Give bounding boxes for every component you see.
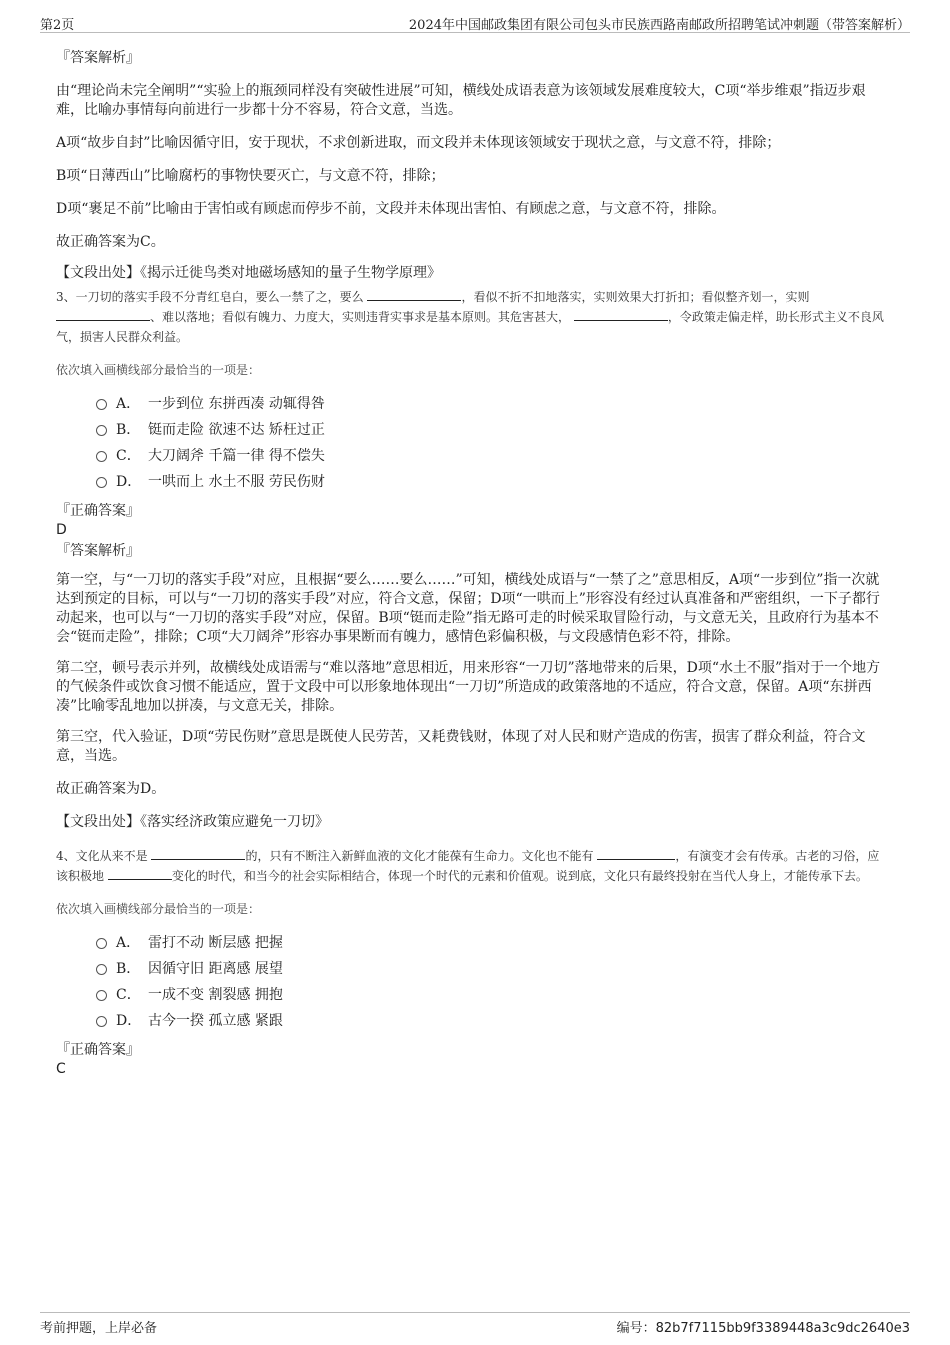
- question-stem: 3、一刀切的落实手段不分青红皂白，要么一禁了之，要么 ，看似不折不扣地落实，实则效果大打折扣；看似整齐划一，实则 、难以落地；看似有魄力、力度大，实则违背实事求是基本原则。其危害甚大， ，令政策走偏走样，助长形式主义不良风气，损害人民群众利益。: [56, 290, 884, 344]
- option-d[interactable]: D． 一哄而上 水土不服 劳民伤财: [96, 469, 886, 495]
- document-body: [56, 48, 886, 1078]
- radio-icon[interactable]: [96, 964, 107, 975]
- page-number: 第2页: [40, 18, 75, 33]
- question-instruction: 依次填入画横线部分最恰当的一项是：: [56, 363, 261, 377]
- analysis-paragraph: 由“理论尚未完全阐明”“实验上的瓶颈同样没有突破性进展”可知，横线处成语表意为该领域发展难度较大，C项“举步维艰”指迈步艰难，比喻办事情每向前进行一步都十分不容易，符合文意，当选。: [56, 83, 866, 118]
- radio-icon[interactable]: [96, 399, 107, 410]
- fill-blank: [597, 847, 675, 860]
- option-d[interactable]: D． 古今一揆 孤立感 紧跟: [96, 1008, 886, 1034]
- analysis-label: 『答案解析』: [56, 543, 140, 559]
- fill-blank: [574, 308, 668, 321]
- conclusion: 故正确答案为D。: [56, 781, 166, 797]
- analysis-paragraph: A项“故步自封”比喻因循守旧，安于现状，不求创新进取，而文段并未体现该领域安于现状之意，与文意不符，排除；: [56, 135, 781, 151]
- conclusion: 故正确答案为C。: [56, 234, 165, 250]
- source-citation: 【文段出处】《落实经济政策应避免一刀切》: [56, 814, 329, 830]
- correct-answer: C: [56, 1061, 66, 1077]
- analysis-paragraph: 第三空，代入验证，D项“劳民伤财”意思是既使人民劳苦，又耗费钱财，体现了对人民和财产造成的伤害，损害了群众利益，符合文意，当选。: [56, 729, 866, 764]
- correct-answer-label: 『正确答案』: [56, 503, 140, 519]
- option-b[interactable]: B． 铤而走险 欲速不达 矫枉过正: [96, 417, 886, 443]
- page-footer: [40, 1312, 910, 1335]
- option-list: [96, 391, 886, 495]
- radio-icon[interactable]: [96, 1016, 107, 1027]
- analysis-label: 『答案解析』: [56, 50, 140, 66]
- question-stem: 4、文化从来不是 的，只有不断注入新鲜血液的文化才能葆有生命力。文化也不能有 ，有演变才会有传承。古老的习俗，应该积极地 变化的时代，和当今的社会实际相结合，体现一个时代的元素和价值观。说到底，文化只有最终投射在当代人身上，才能传承下去。: [56, 849, 880, 883]
- analysis-paragraph: B项“日薄西山”比喻腐朽的事物快要灭亡，与文意不符，排除；: [56, 168, 445, 184]
- document-title: 2024年中国邮政集团有限公司包头市民族西路南邮政所招聘笔试冲刺题（带答案解析）: [408, 18, 910, 33]
- analysis-paragraph: D项“裹足不前”比喻由于害怕或有顾虑而停步不前，文段并未体现出害怕、有顾虑之意，与文意不符，排除。: [56, 201, 726, 217]
- correct-answer: D: [56, 522, 67, 538]
- radio-icon[interactable]: [96, 990, 107, 1001]
- fill-blank: [367, 288, 461, 301]
- source-citation: 【文段出处】《揭示迁徙鸟类对地磁场感知的量子生物学原理》: [56, 265, 441, 281]
- analysis-paragraph: 第二空，顿号表示并列，故横线处成语需与“难以落地”意思相近，用来形容“一刀切”落地带来的后果，D项“水土不服”指对于一个地方的气候条件或饮食习惯不能适应，置于文段中可以形象地体现出“一刀切”所造成的政策落地的不适应，符合文意，保留。A项“东拼西凑”比喻零乱地加以拼凑，与文意无关，排除。: [56, 660, 881, 714]
- fill-blank: [56, 308, 150, 321]
- radio-icon[interactable]: [96, 477, 107, 488]
- footer-slogan: 考前押题，上岸必备: [40, 1321, 158, 1336]
- option-b[interactable]: B． 因循守旧 距离感 展望: [96, 956, 886, 982]
- analysis-paragraph: 第一空，与“一刀切的落实手段”对应，且根据“要么……要么……”可知，横线处成语与“一禁了之”意思相反，A项“一步到位”指一次就达到预定的目标，可以与“一刀切的落实手段”对应，符合文意，保留；D项“一哄而上”形容没有经过认真准备和严密组织，一下子都行动起来，也可以与“一刀切的落实手段”对应，保留。B项“铤而走险”指无路可走的时候采取冒险行动，与文意无关，且政府行为基本不会“铤而走险”，排除；C项“大刀阔斧”形容办事果断而有魄力，感情色彩偏积极，与文段感情色彩不符，排除。: [56, 572, 880, 645]
- document-code: 编号：82b7f7115bb9f3389448a3c9dc2640e3: [616, 1321, 910, 1336]
- question-instruction: 依次填入画横线部分最恰当的一项是：: [56, 902, 261, 916]
- radio-icon[interactable]: [96, 938, 107, 949]
- page-header: [40, 10, 910, 33]
- correct-answer-label: 『正确答案』: [56, 1042, 140, 1058]
- fill-blank: [108, 867, 172, 880]
- option-a[interactable]: A． 雷打不动 断层感 把握: [96, 930, 886, 956]
- option-list: [96, 930, 886, 1034]
- option-c[interactable]: C． 大刀阔斧 千篇一律 得不偿失: [96, 443, 886, 469]
- option-c[interactable]: C． 一成不变 割裂感 拥抱: [96, 982, 886, 1008]
- radio-icon[interactable]: [96, 425, 107, 436]
- fill-blank: [151, 847, 245, 860]
- option-a[interactable]: A． 一步到位 东拼西凑 动辄得咎: [96, 391, 886, 417]
- radio-icon[interactable]: [96, 451, 107, 462]
